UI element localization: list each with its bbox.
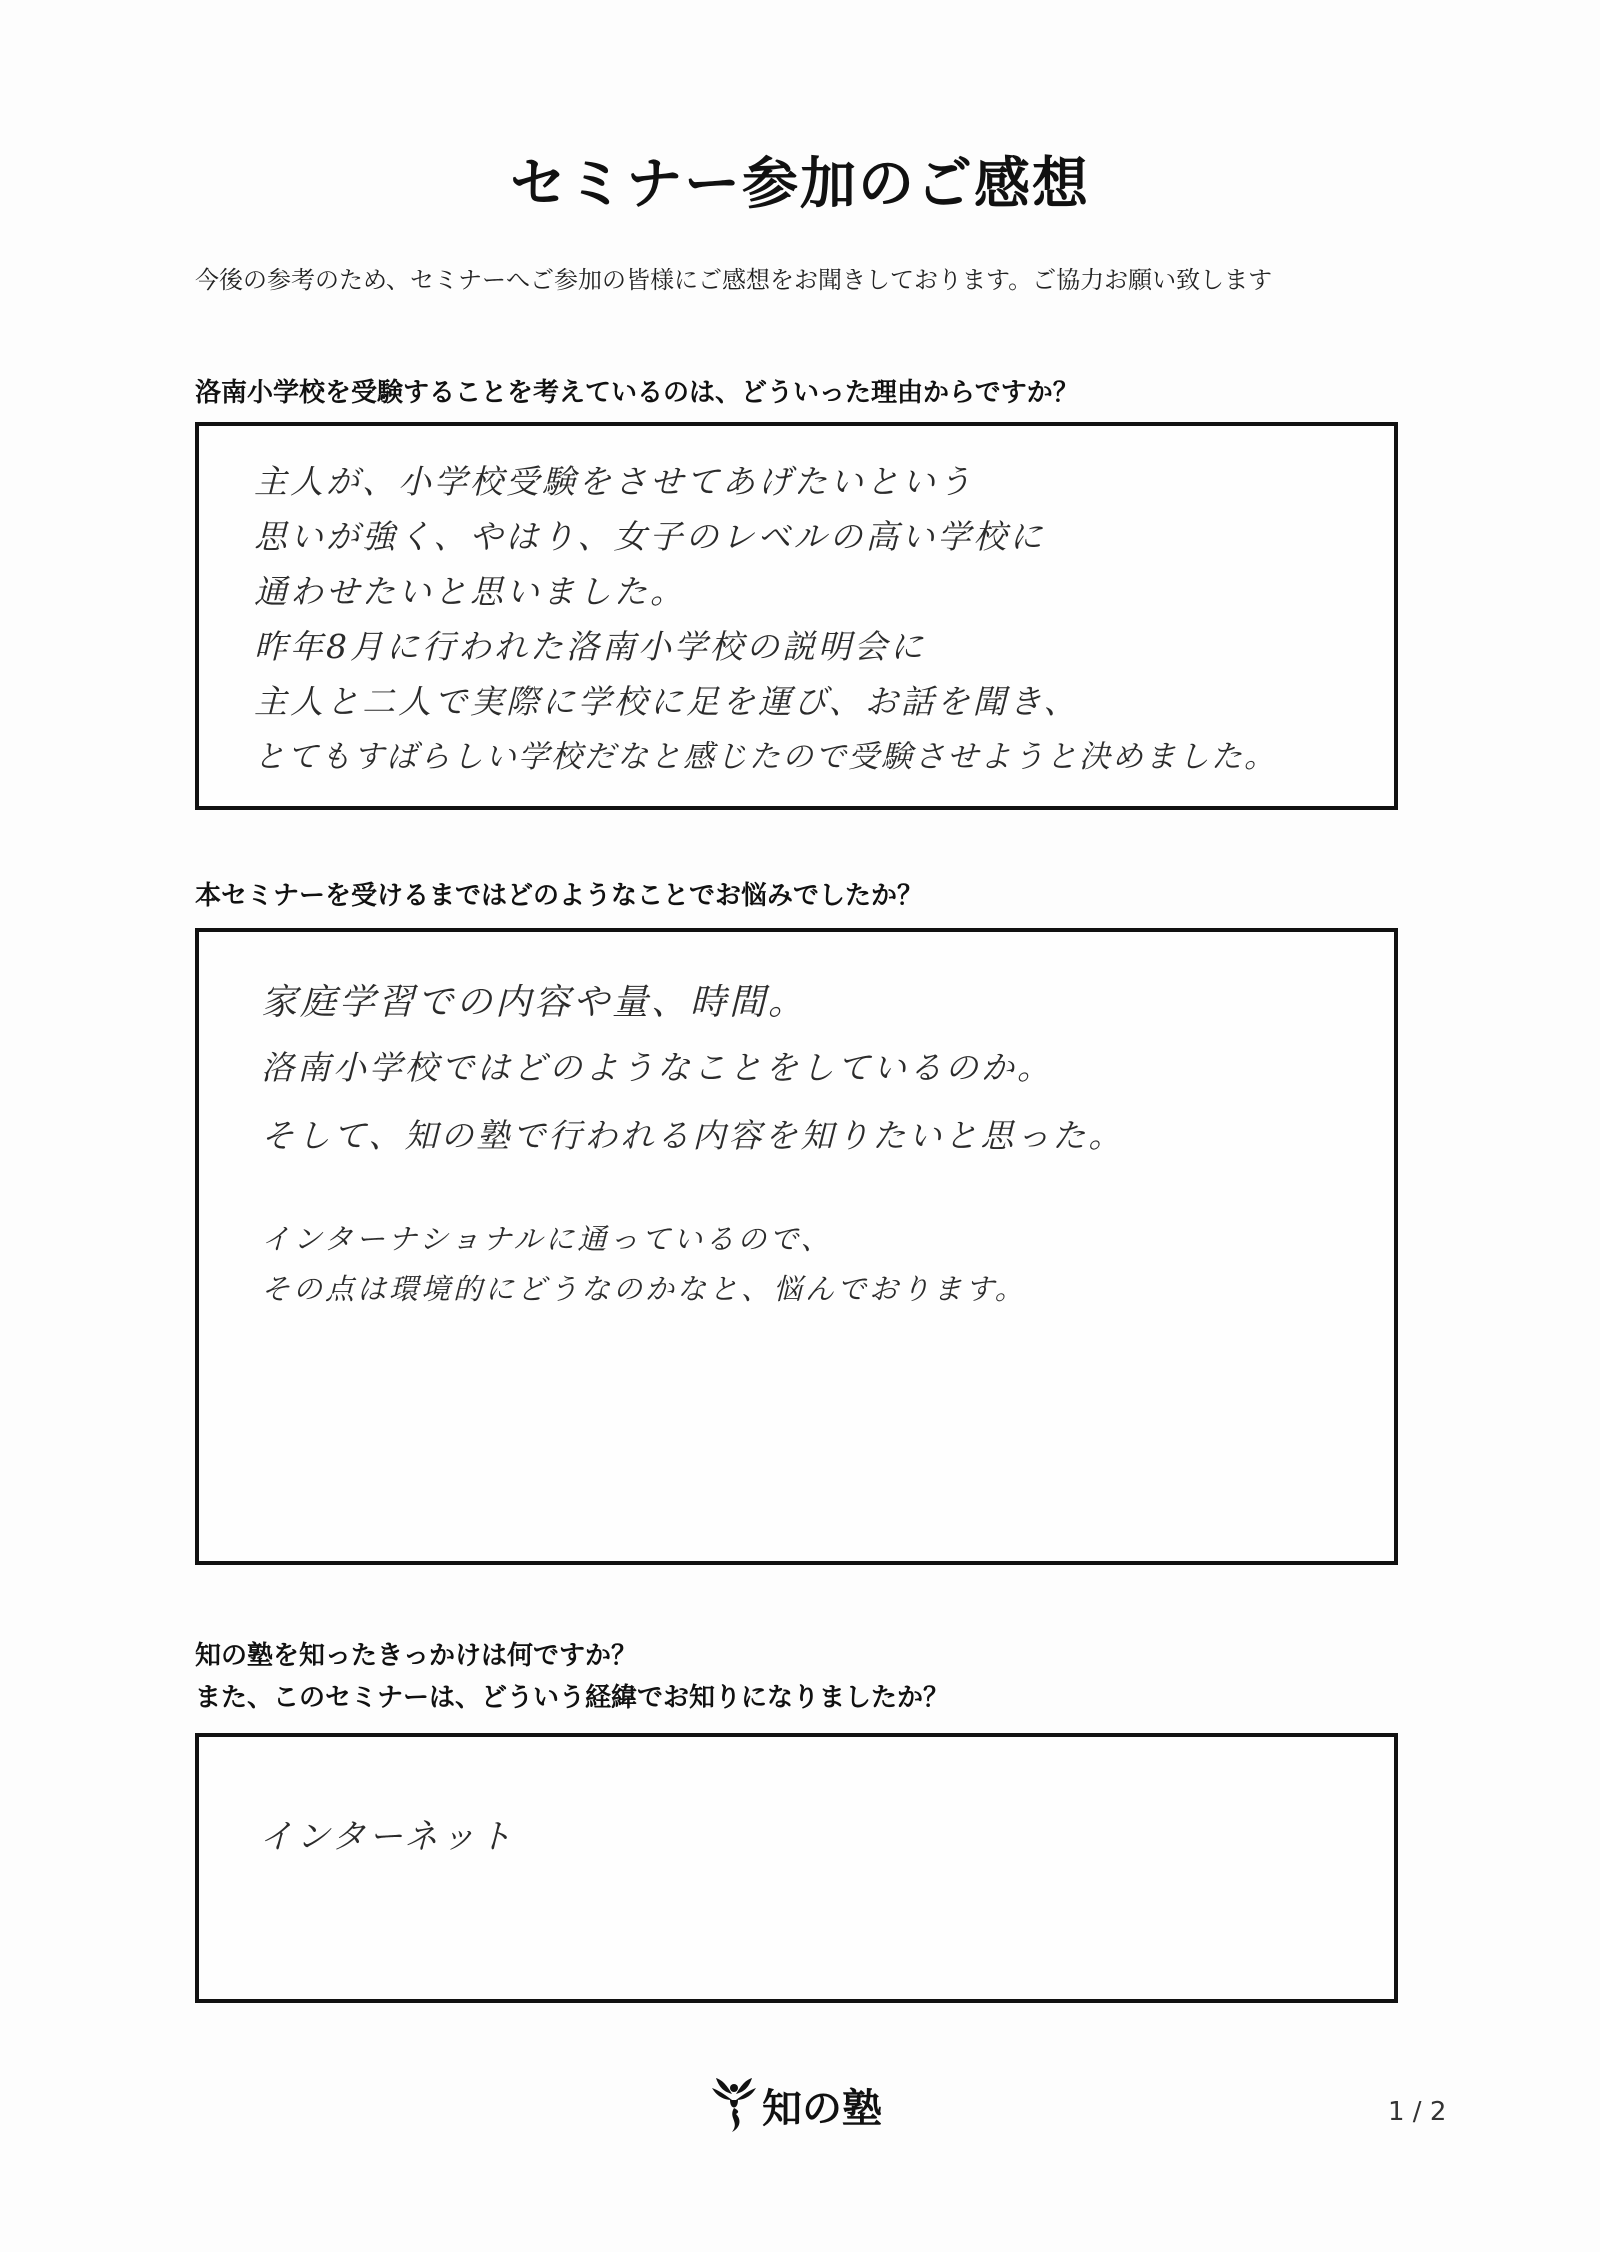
answer-1-line-1: 主人が、小学校受験をさせてあげたいという xyxy=(254,462,974,501)
answer-1-line-5: 主人と二人で実際に学校に足を運び、お話を聞き、 xyxy=(254,682,1080,721)
answer-1-line-4: 昨年8月に行われた洛南小学校の説明会に xyxy=(254,627,926,666)
answer-1-line-6: とてもすばらしい学校だなと感じたので受験させようと決めました。 xyxy=(254,739,1277,775)
answer-box-3[interactable] xyxy=(195,1733,1398,2003)
answer-2-line-3: そして、知の塾で行われる内容を知りたいと思った。 xyxy=(261,1116,1125,1155)
page-title: セミナー参加のご感想 xyxy=(510,152,1090,217)
answer-2-line-2: 洛南小学校ではどのようなことをしているのか。 xyxy=(261,1048,1053,1087)
answer-3-line-1: インターネット xyxy=(259,1817,515,1857)
phoenix-icon xyxy=(710,2070,758,2140)
page-number: 1 / 2 xyxy=(1388,2097,1447,2127)
question-1: 洛南小学校を受験することを考えているのは、どういった理由からですか？ xyxy=(195,378,1079,408)
logo-text: 知の塾 xyxy=(762,2084,882,2132)
answer-2-line-4: インターナショナルに通っているので、 xyxy=(261,1222,833,1256)
answer-box-1[interactable] xyxy=(195,422,1398,810)
answer-box-2[interactable] xyxy=(195,928,1398,1565)
answer-2-line-1: 家庭学習での内容や量、時間。 xyxy=(261,982,808,1023)
question-2: 本セミナーを受けるまではどのようなことでお悩みでしたか？ xyxy=(195,881,924,911)
question-3-line-2: また、このセミナーは、どういう経緯でお知りになりましたか？ xyxy=(195,1683,950,1713)
answer-2-line-5: その点は環境的にどうなのかなと、悩んでおります。 xyxy=(261,1272,1027,1306)
answer-1-line-3: 通わせたいと思いました。 xyxy=(254,572,686,611)
intro-text: 今後の参考のため、セミナーへご参加の皆様にご感想をお聞きしております。ご協力お願い致します xyxy=(195,266,1273,294)
answer-1-line-2: 思いが強く、やはり、女子のレベルの高い学校に xyxy=(254,517,1046,556)
question-3-line-1: 知の塾を知ったきっかけは何ですか？ xyxy=(195,1641,638,1671)
footer-logo xyxy=(710,2070,882,2140)
